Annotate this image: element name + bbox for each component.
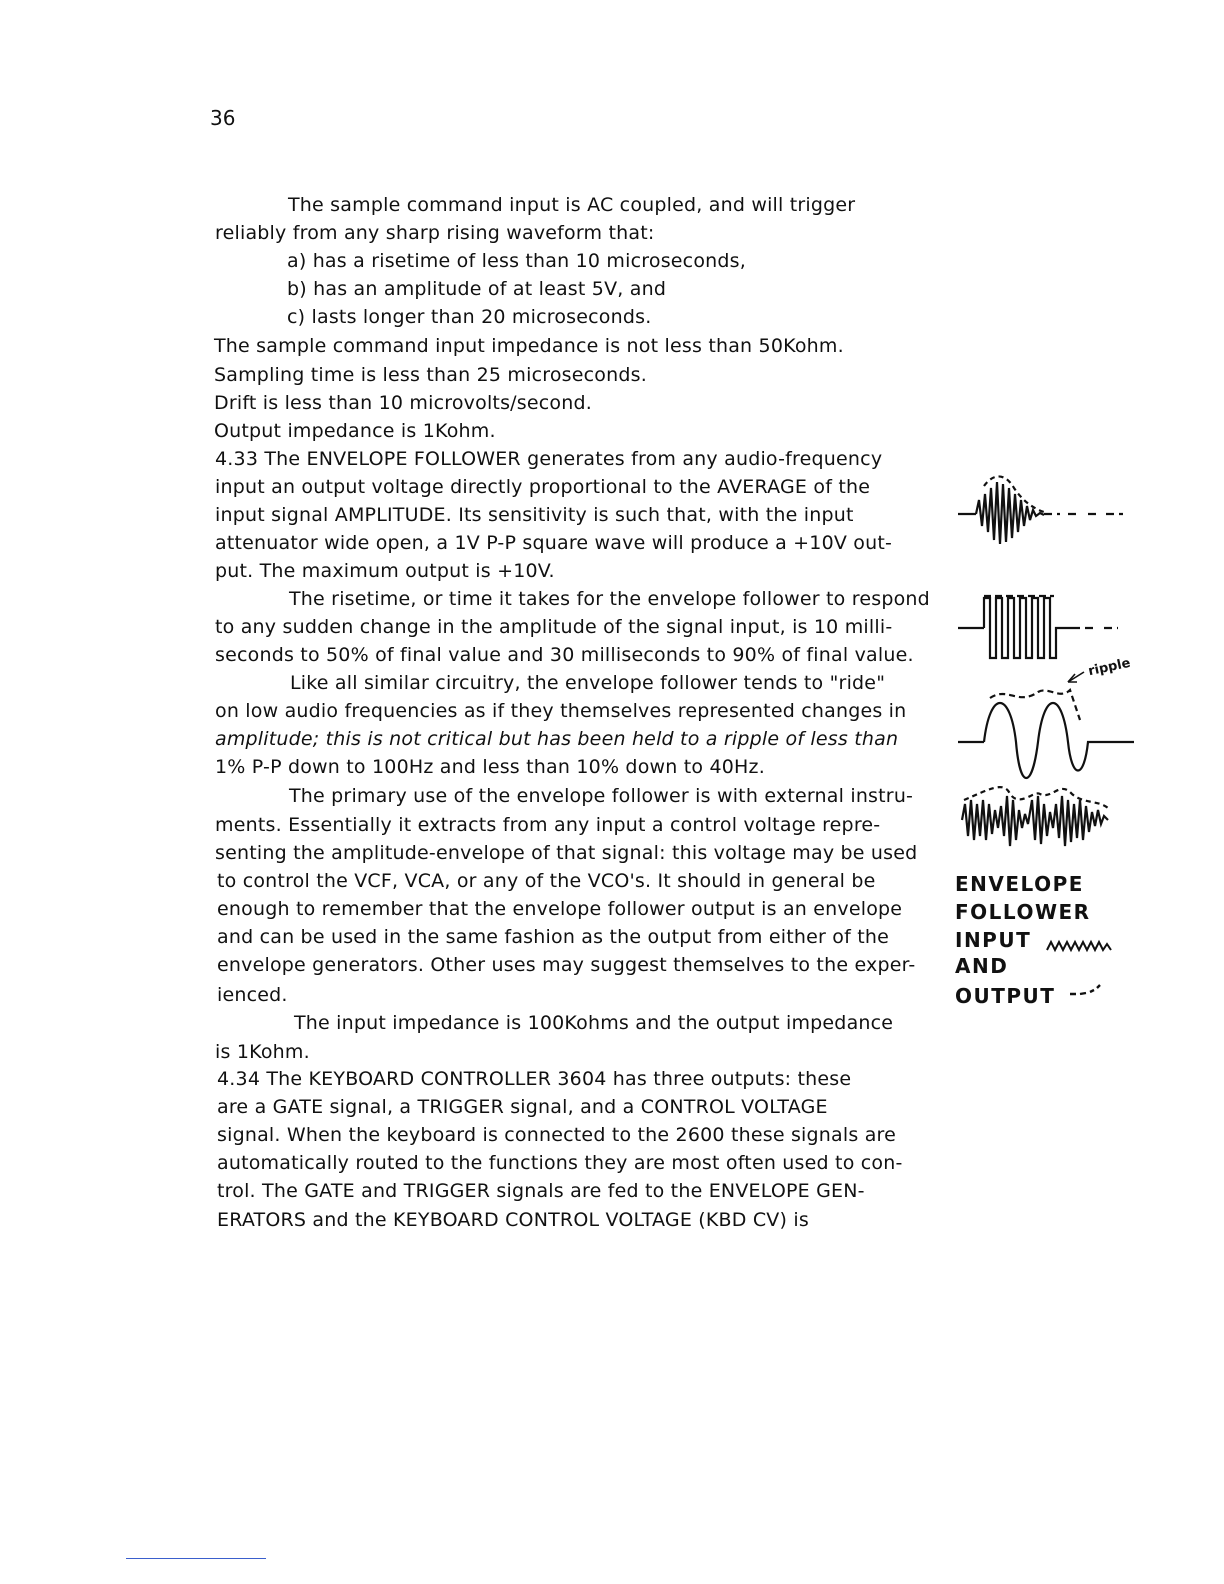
figure-caption-line: OUTPUT bbox=[955, 984, 1056, 1008]
text-line: automatically routed to the functions they are most often used to con- bbox=[217, 1152, 903, 1174]
text-line: input an output voltage directly proportional to the AVERAGE of the bbox=[215, 476, 871, 498]
text-line: The sample command input is AC coupled, and will trigger bbox=[288, 194, 856, 216]
text-line: and can be used in the same fashion as the output from either of the bbox=[217, 926, 889, 948]
figure-caption-line: INPUT bbox=[955, 928, 1032, 952]
text-line: trol. The GATE and TRIGGER signals are fed to the ENVELOPE GEN- bbox=[217, 1180, 865, 1202]
text-line: on low audio frequencies as if they themselves represented changes in bbox=[215, 700, 907, 722]
text-line: Like all similar circuitry, the envelope follower tends to "ride" bbox=[290, 672, 886, 694]
text-line: Output impedance is 1Kohm. bbox=[214, 420, 496, 442]
figure-caption-line: FOLLOWER bbox=[955, 900, 1091, 924]
text-line: reliably from any sharp rising waveform that: bbox=[215, 222, 655, 244]
waveform-burst bbox=[958, 476, 1123, 544]
waveform-sine-ripple bbox=[958, 672, 1134, 778]
text-line: attenuator wide open, a 1V P-P square wave will produce a +10V out- bbox=[215, 532, 893, 554]
text-line: signal. When the keyboard is connected to the 2600 these signals are bbox=[217, 1124, 897, 1146]
text-line: are a GATE signal, a TRIGGER signal, and a CONTROL VOLTAGE bbox=[217, 1096, 828, 1118]
footnote-rule bbox=[126, 1558, 266, 1559]
text-line: ERATORS and the KEYBOARD CONTROL VOLTAGE (KBD CV) is bbox=[217, 1209, 809, 1231]
text-line: input signal AMPLITUDE. Its sensitivity is such that, with the input bbox=[215, 504, 854, 526]
text-line: seconds to 50% of final value and 30 milliseconds to 90% of final value. bbox=[215, 644, 914, 666]
text-line: c) lasts longer than 20 microseconds. bbox=[287, 306, 652, 328]
text-line: The input impedance is 100Kohms and the output impedance bbox=[294, 1012, 894, 1034]
text-line: envelope generators. Other uses may suggest themselves to the exper- bbox=[217, 954, 916, 976]
page-number: 36 bbox=[210, 106, 236, 130]
figure-caption-line: ENVELOPE bbox=[955, 872, 1084, 896]
text-line: The primary use of the envelope follower is with external instru- bbox=[289, 785, 914, 807]
text-line: Sampling time is less than 25 microseconds. bbox=[214, 364, 647, 386]
ripple-label: ripple bbox=[1086, 655, 1132, 680]
text-line: Drift is less than 10 microvolts/second. bbox=[214, 392, 592, 414]
waveform-modulated bbox=[962, 787, 1108, 846]
text-line: 1% P-P down to 100Hz and less than 10% down to 40Hz. bbox=[215, 756, 765, 778]
text-line: put. The maximum output is +10V. bbox=[215, 560, 555, 582]
text-line: The sample command input impedance is not less than 50Kohm. bbox=[214, 335, 844, 357]
text-line: b) has an amplitude of at least 5V, and bbox=[287, 278, 667, 300]
text-line: to control the VCF, VCA, or any of the VCO's. It should in general be bbox=[217, 870, 876, 892]
text-line: a) has a risetime of less than 10 microseconds, bbox=[287, 250, 746, 272]
output-dashes-icon bbox=[1068, 980, 1104, 1000]
text-line: is 1Kohm. bbox=[215, 1041, 310, 1063]
text-line: 4.34 The KEYBOARD CONTROLLER 3604 has three outputs: these bbox=[217, 1068, 852, 1090]
text-line: amplitude; this is not critical but has been held to a ripple of less than bbox=[215, 728, 899, 750]
input-squiggle-icon bbox=[1045, 936, 1115, 956]
text-line: 4.33 The ENVELOPE FOLLOWER generates from any audio-frequency bbox=[215, 448, 883, 470]
text-line: The risetime, or time it takes for the envelope follower to respond bbox=[289, 588, 930, 610]
waveform-gated bbox=[958, 596, 1118, 658]
text-line: ienced. bbox=[217, 984, 288, 1006]
text-line: ments. Essentially it extracts from any input a control voltage repre- bbox=[215, 814, 881, 836]
text-line: to any sudden change in the amplitude of the signal input, is 10 milli- bbox=[215, 616, 893, 638]
text-line: senting the amplitude-envelope of that signal: this voltage may be used bbox=[215, 842, 918, 864]
figure-caption-line: AND bbox=[955, 954, 1009, 978]
text-line: enough to remember that the envelope follower output is an envelope bbox=[217, 898, 903, 920]
